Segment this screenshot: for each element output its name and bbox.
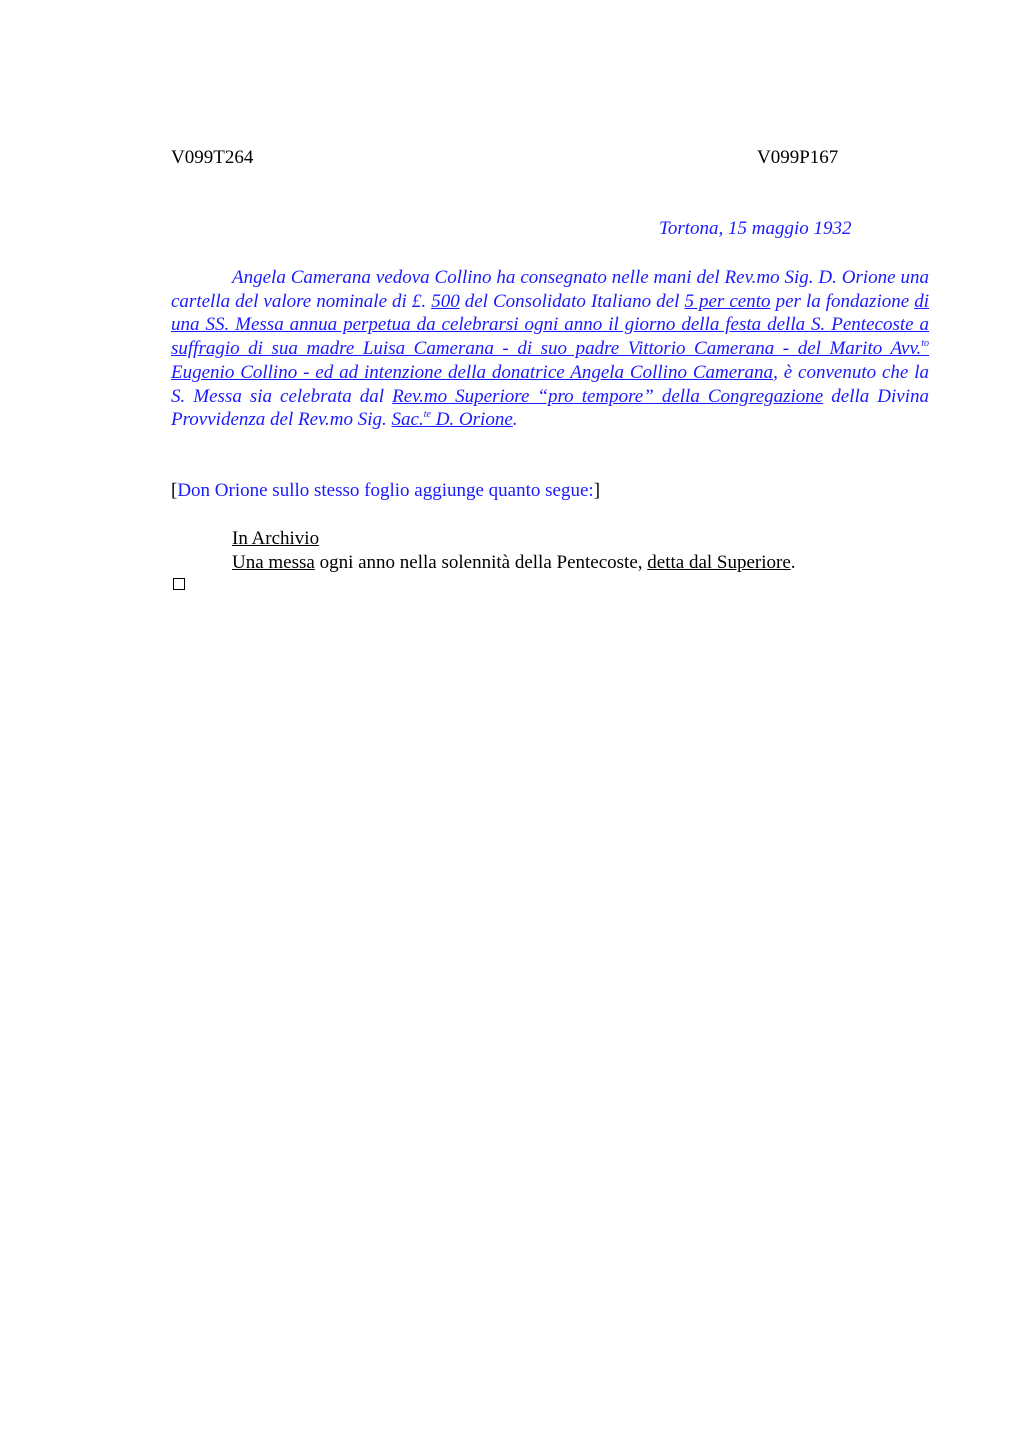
page-reference-code: V099P167 xyxy=(757,147,839,168)
signatory xyxy=(392,409,513,430)
signatory-text: D. Orione xyxy=(430,409,513,431)
archive-title: In Archivio xyxy=(232,528,320,549)
foundation-text: di una SS. Messa annua perpetua da celebrarsi ogni anno il giorno della festa della S. Pentecoste a suffragio di sua madre Luisa Camerana - di suo padre Vittorio Camerana - del Marito Avv. xyxy=(171,290,929,360)
end-marker-box xyxy=(173,578,185,590)
interest-rate: 5 per cento xyxy=(684,290,771,312)
foundation-text: Eugenio Collino - ed ad intenzione della donatrice Angela Collino Camerana xyxy=(171,361,774,383)
archive-text: . xyxy=(790,552,796,573)
archive-text: Una messa xyxy=(232,552,315,573)
archive-line xyxy=(232,551,796,575)
bracket: ] xyxy=(593,480,601,501)
body-text: della Divina Provvidenza del Rev.mo Sig. xyxy=(171,385,929,431)
archive-text: ogni anno nella solennità della Pentecoste, xyxy=(314,552,648,573)
document-reference-code: V099T264 xyxy=(171,147,254,168)
archive-note xyxy=(232,527,796,575)
superior-clause: Rev.mo Superiore “pro tempore” della Congregazione xyxy=(392,385,824,407)
body-text: per la fondazione xyxy=(770,290,915,312)
amount: 500 xyxy=(431,290,460,312)
archive-text: detta dal Superiore xyxy=(647,552,791,573)
body-text: del Consolidato Italiano del xyxy=(459,290,685,312)
superscript: to xyxy=(921,338,929,350)
editor-note-text: Don Orione sullo stesso foglio aggiunge quanto segue: xyxy=(177,480,594,501)
signatory-text: Sac. xyxy=(391,409,424,431)
superscript: te xyxy=(423,409,431,421)
letter-body xyxy=(171,266,929,432)
letter-date: Tortona, 15 maggio 1932 xyxy=(659,218,852,239)
bracket: [ xyxy=(171,480,178,501)
body-text: , è convenuto che la S. Messa sia celebrata dal xyxy=(171,361,930,407)
body-text: Angela Camerana vedova Collino ha consegnato nelle mani del Rev.mo Sig. D. Orione una cartella del valore nominale di £. xyxy=(171,267,929,312)
editor-note xyxy=(171,480,600,502)
body-text: . xyxy=(512,409,518,431)
